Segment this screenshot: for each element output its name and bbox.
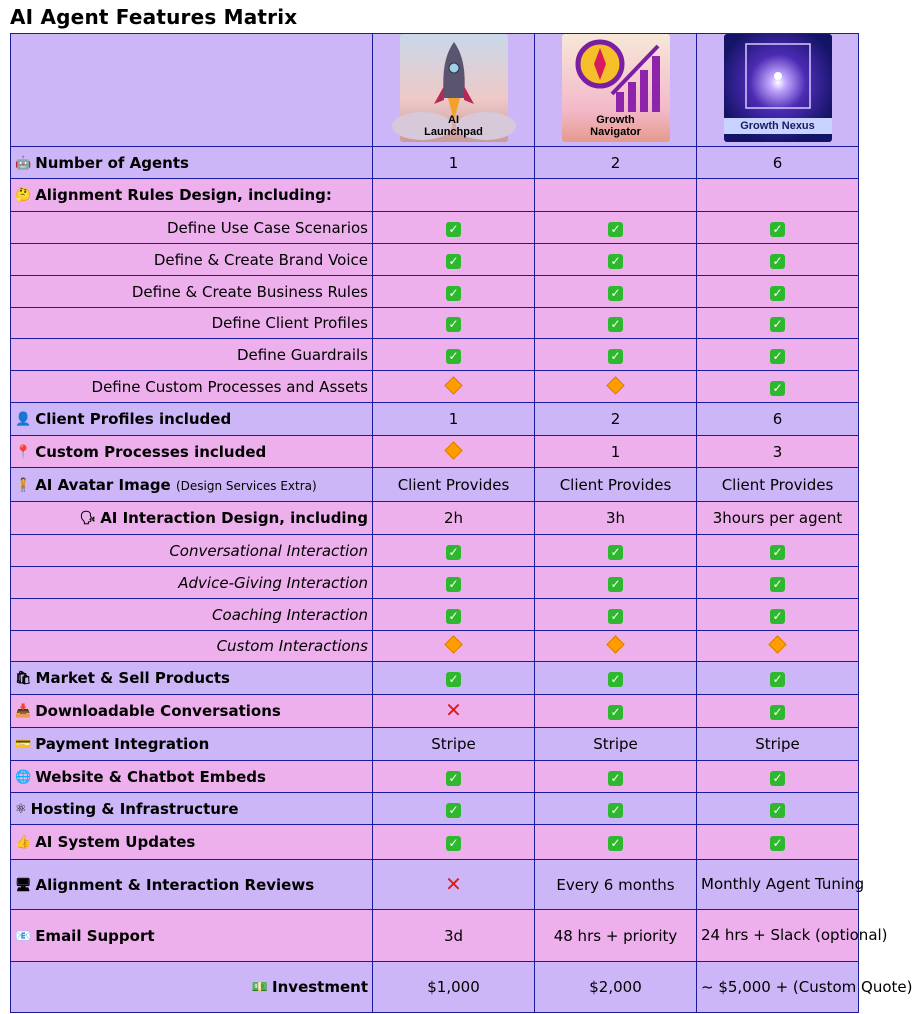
plan-value-cell [535, 761, 697, 793]
growth-navigator-logo [562, 34, 670, 142]
feature-label-cell [11, 244, 373, 276]
plan-value-cell [535, 339, 697, 371]
feature-label: Define Custom Processes and Assets [91, 377, 368, 396]
plan-value-cell [697, 468, 859, 502]
plan-value-text: 2 [610, 410, 621, 428]
plan-value-text: Stripe [755, 735, 800, 753]
feature-label: Define & Create Business Rules [131, 282, 368, 301]
plan-value-text: Every 6 months [556, 875, 675, 894]
thinking-face-icon: 🤔 [15, 188, 32, 203]
plan-value-cell [373, 436, 535, 468]
feature-row-updates [11, 825, 859, 860]
plan-value-cell [535, 662, 697, 695]
check-mark-icon: ✓ [446, 286, 461, 301]
feature-row-guardrails [11, 339, 859, 371]
feature-label-cell [11, 695, 373, 728]
feature-label-cell [11, 535, 373, 567]
check-mark-icon: ✓ [608, 222, 623, 237]
feature-label-cell [11, 793, 373, 825]
plan-value-text: Stripe [431, 735, 476, 753]
plan-value-cell [697, 308, 859, 339]
growth-navigator-caption-line1: Growth [596, 114, 635, 126]
feature-label-cell [11, 825, 373, 860]
thumbs-up-icon: 👍 [15, 835, 32, 850]
feature-row-hosting [11, 793, 859, 825]
feature-label: Email Support [35, 926, 155, 945]
plan-value-cell [697, 728, 859, 761]
feature-label: Define Client Profiles [211, 314, 368, 332]
shopping-bags-icon: 🛍 [15, 671, 32, 686]
feature-label: Investment [272, 978, 368, 996]
atom-icon: ⚛ [15, 801, 27, 817]
feature-label: Alignment & Interaction Reviews [35, 875, 315, 894]
check-mark-icon: ✓ [770, 286, 785, 301]
plan-value-text: 1 [610, 442, 621, 461]
plan-value-cell [535, 962, 697, 1013]
feature-row-custom-processes-def [11, 371, 859, 403]
feature-label-cell [11, 179, 373, 212]
check-mark-icon: ✓ [770, 771, 785, 786]
check-mark-icon: ✓ [770, 577, 785, 592]
check-mark-icon: ✓ [770, 609, 785, 624]
plan-value-cell [697, 860, 865, 910]
plan-value-cell [697, 695, 859, 728]
plan-value-cell [373, 728, 535, 761]
plan-value-cell [697, 371, 859, 403]
plan-value-text: $1,000 [427, 978, 480, 996]
plan-value-cell [535, 371, 697, 403]
plan-value-cell [373, 179, 535, 212]
plan-value-cell [697, 212, 859, 244]
growth-navigator-caption-line2: Navigator [590, 126, 641, 138]
plan-value-cell [373, 403, 535, 436]
feature-label-cell [11, 761, 373, 793]
feature-row-website [11, 761, 859, 793]
robot-icon: 🤖 [15, 155, 32, 171]
ai-launchpad-logo [400, 34, 508, 142]
feature-label: Advice-Giving Interaction [178, 573, 368, 592]
check-mark-icon: ✓ [446, 672, 461, 687]
check-mark-icon: ✓ [446, 254, 461, 269]
orange-diamond-icon [444, 635, 462, 653]
check-mark-icon: ✓ [770, 836, 785, 851]
check-mark-icon: ✓ [770, 672, 785, 687]
feature-row-payment [11, 728, 859, 761]
check-mark-icon: ✓ [446, 222, 461, 237]
plan-value-text: 3hours per agent [712, 509, 843, 527]
check-mark-icon: ✓ [608, 609, 623, 624]
feature-label: Define Guardrails [237, 345, 368, 364]
plan-logo-cell [697, 34, 859, 147]
feature-row-brand-voice [11, 244, 859, 276]
feature-row-agents [11, 147, 859, 179]
check-mark-icon: ✓ [446, 545, 461, 560]
check-mark-icon: ✓ [446, 836, 461, 851]
person-standing-icon: 🧍 [15, 477, 32, 493]
plan-value-cell [697, 436, 859, 468]
plan-value-cell [535, 403, 697, 436]
check-mark-icon: ✓ [770, 803, 785, 818]
feature-label: Custom Interactions [216, 637, 368, 655]
plan-value-text: 48 hrs + priority [553, 926, 678, 945]
plan-value-cell [373, 599, 535, 631]
plan-value-cell [535, 244, 697, 276]
pin-icon: 📍 [15, 444, 32, 460]
feature-row-downloadable [11, 695, 859, 728]
plan-value-cell [373, 502, 535, 535]
check-mark-icon: ✓ [608, 577, 623, 592]
plan-logo-cell [535, 34, 697, 147]
plan-value-text: 6 [772, 410, 783, 428]
feature-label: Hosting & Infrastructure [30, 799, 239, 818]
feature-label: Website & Chatbot Embeds [35, 767, 266, 786]
ai-launchpad-caption-line1: AI [448, 114, 459, 126]
plan-value-cell [373, 825, 535, 860]
feature-label: Coaching Interaction [212, 605, 368, 624]
feature-label: Number of Agents [35, 153, 189, 172]
check-mark-icon: ✓ [446, 609, 461, 624]
plan-value-cell [697, 599, 859, 631]
plan-value-cell [535, 910, 697, 962]
feature-row-custom-interactions [11, 631, 859, 662]
plan-value-cell [535, 436, 697, 468]
orange-diamond-icon [606, 376, 624, 394]
plan-value-cell [697, 825, 859, 860]
feature-row-client-profiles-def [11, 308, 859, 339]
plan-value-cell [373, 468, 535, 502]
plan-value-cell [697, 962, 912, 1013]
plan-value-text: $2,000 [589, 978, 642, 996]
feature-row-use-case [11, 212, 859, 244]
plan-value-cell [373, 212, 535, 244]
check-mark-icon: ✓ [770, 317, 785, 332]
plan-logo-cell [373, 34, 535, 147]
feature-note: (Design Services Extra) [175, 478, 317, 493]
plan-value-cell [373, 761, 535, 793]
plan-value-cell [373, 662, 535, 695]
feature-label: Define Use Case Scenarios [166, 218, 368, 237]
check-mark-icon: ✓ [446, 803, 461, 818]
check-mark-icon: ✓ [446, 577, 461, 592]
plan-value-cell [697, 244, 859, 276]
plan-value-text: Client Provides [559, 475, 672, 494]
feature-row-investment [11, 962, 859, 1013]
plan-value-cell [373, 962, 535, 1013]
ai-launchpad-caption-line2: Launchpad [424, 126, 483, 138]
plan-value-cell [535, 179, 697, 212]
speaking-head-icon: 🗣 [79, 511, 97, 526]
feature-label: Payment Integration [35, 735, 210, 753]
feature-label-cell [11, 567, 373, 599]
plan-value-text: 2h [443, 509, 464, 527]
feature-label: AI Interaction Design, including [100, 509, 368, 527]
feature-row-alignment [11, 179, 859, 212]
envelope-icon: 📧 [15, 928, 32, 944]
plan-value-cell [535, 825, 697, 860]
plan-value-text: 24 hrs + Slack (optional) [701, 926, 888, 944]
header-empty-cell [11, 34, 373, 147]
check-mark-icon: ✓ [770, 705, 785, 720]
feature-label-cell [11, 147, 373, 179]
plan-value-cell [535, 567, 697, 599]
plan-value-cell [697, 179, 859, 212]
plan-header-row [11, 34, 859, 147]
feature-label-cell [11, 962, 373, 1013]
orange-diamond-icon [444, 441, 462, 459]
plan-value-cell [697, 793, 859, 825]
plan-value-cell [373, 308, 535, 339]
desktop-computer-icon: 🖥 [15, 877, 32, 893]
check-mark-icon: ✓ [770, 349, 785, 364]
feature-row-market [11, 662, 859, 695]
plan-value-cell [373, 695, 535, 728]
plan-value-cell [373, 910, 535, 962]
feature-label-cell [11, 276, 373, 308]
feature-label: Client Profiles included [35, 410, 232, 428]
orange-diamond-icon [768, 635, 786, 653]
feature-row-advice [11, 567, 859, 599]
plan-value-cell [697, 910, 888, 962]
cross-mark-icon: ✕ [445, 871, 462, 896]
plan-value-cell [373, 244, 535, 276]
feature-label-cell [11, 308, 373, 339]
plan-value-cell [535, 276, 697, 308]
plan-value-text: Client Provides [397, 475, 510, 494]
person-silhouette-icon: 👤 [15, 412, 32, 427]
plan-value-cell [535, 599, 697, 631]
plan-value-cell [697, 761, 859, 793]
feature-label: AI Avatar Image [35, 475, 171, 494]
credit-card-icon: 💳 [15, 737, 32, 752]
features-matrix-table [10, 33, 912, 1013]
plan-value-cell [697, 276, 859, 308]
check-mark-icon: ✓ [770, 381, 785, 396]
feature-label-cell [11, 631, 373, 662]
check-mark-icon: ✓ [608, 286, 623, 301]
plan-value-cell [373, 631, 535, 662]
feature-label-cell [11, 728, 373, 761]
plan-value-text: 1 [448, 410, 459, 428]
plan-value-cell [535, 860, 697, 910]
feature-label: Market & Sell Products [35, 669, 230, 687]
feature-label-cell [11, 662, 373, 695]
feature-row-interaction [11, 502, 859, 535]
feature-label-cell [11, 502, 373, 535]
feature-label: Custom Processes included [35, 442, 267, 461]
plan-value-cell [373, 371, 535, 403]
check-mark-icon: ✓ [608, 803, 623, 818]
plan-value-cell [373, 860, 535, 910]
check-mark-icon: ✓ [608, 672, 623, 687]
check-mark-icon: ✓ [608, 317, 623, 332]
check-mark-icon: ✓ [446, 317, 461, 332]
growth-nexus-logo [724, 34, 832, 142]
feature-label: Alignment Rules Design, including: [35, 186, 332, 204]
check-mark-icon: ✓ [608, 349, 623, 364]
plan-value-text: 3d [443, 926, 464, 945]
check-mark-icon: ✓ [608, 836, 623, 851]
check-mark-icon: ✓ [770, 545, 785, 560]
plan-value-cell [373, 147, 535, 179]
feature-label: Downloadable Conversations [35, 702, 281, 720]
feature-label-cell [11, 910, 373, 962]
plan-value-text: 6 [772, 153, 783, 172]
plan-value-text: 3 [772, 442, 783, 461]
plan-value-cell [697, 631, 859, 662]
plan-value-cell [535, 308, 697, 339]
page-title: AI Agent Features Matrix [10, 5, 298, 29]
feature-label: Define & Create Brand Voice [153, 250, 368, 269]
globe-icon: 🌐 [15, 769, 32, 785]
plan-value-cell [535, 695, 697, 728]
feature-row-custom-processes [11, 436, 859, 468]
cross-mark-icon: ✕ [445, 698, 462, 722]
check-mark-icon: ✓ [608, 705, 623, 720]
plan-value-cell [373, 793, 535, 825]
plan-value-cell [535, 147, 697, 179]
feature-row-conversational [11, 535, 859, 567]
plan-value-cell [535, 468, 697, 502]
feature-row-avatar [11, 468, 859, 502]
plan-value-cell [697, 147, 859, 179]
plan-value-cell [535, 535, 697, 567]
plan-value-cell [697, 535, 859, 567]
feature-label-cell [11, 468, 373, 502]
plan-value-text: ~ $5,000 + (Custom Quote) [701, 977, 912, 996]
check-mark-icon: ✓ [446, 349, 461, 364]
plan-value-text: 3h [605, 509, 626, 527]
plan-value-cell [535, 631, 697, 662]
plan-value-text: Client Provides [721, 475, 834, 494]
feature-label: Conversational Interaction [169, 541, 368, 560]
feature-row-business-rules [11, 276, 859, 308]
plan-value-text: 1 [448, 153, 459, 172]
feature-label-cell [11, 339, 373, 371]
plan-value-cell [373, 339, 535, 371]
check-mark-icon: ✓ [608, 254, 623, 269]
plan-value-cell [535, 793, 697, 825]
inbox-tray-icon: 📥 [15, 704, 32, 719]
feature-label-cell [11, 403, 373, 436]
feature-label-cell [11, 599, 373, 631]
growth-nexus-caption: Growth Nexus [740, 120, 815, 132]
plan-value-cell [697, 502, 859, 535]
plan-value-cell [373, 567, 535, 599]
check-mark-icon: ✓ [770, 222, 785, 237]
plan-value-cell [697, 567, 859, 599]
feature-row-email [11, 910, 859, 962]
feature-label-cell [11, 860, 373, 910]
check-mark-icon: ✓ [770, 254, 785, 269]
orange-diamond-icon [606, 635, 624, 653]
feature-label-cell [11, 436, 373, 468]
plan-value-text: Monthly Agent Tuning [701, 875, 865, 893]
check-mark-icon: ✓ [608, 545, 623, 560]
money-icon: 💵 [251, 980, 269, 995]
plan-value-cell [697, 662, 859, 695]
plan-value-cell [697, 339, 859, 371]
check-mark-icon: ✓ [608, 771, 623, 786]
check-mark-icon: ✓ [446, 771, 461, 786]
feature-row-coaching [11, 599, 859, 631]
plan-value-cell [535, 502, 697, 535]
feature-row-reviews [11, 860, 859, 910]
plan-value-cell [373, 276, 535, 308]
plan-value-cell [697, 403, 859, 436]
plan-value-text: Stripe [593, 735, 638, 753]
feature-label-cell [11, 371, 373, 403]
plan-value-cell [373, 535, 535, 567]
plan-value-cell [535, 212, 697, 244]
plan-value-cell [535, 728, 697, 761]
orange-diamond-icon [444, 376, 462, 394]
plan-value-text: 2 [610, 153, 621, 172]
feature-label-cell [11, 212, 373, 244]
feature-label: AI System Updates [35, 833, 196, 851]
feature-row-client-profiles [11, 403, 859, 436]
